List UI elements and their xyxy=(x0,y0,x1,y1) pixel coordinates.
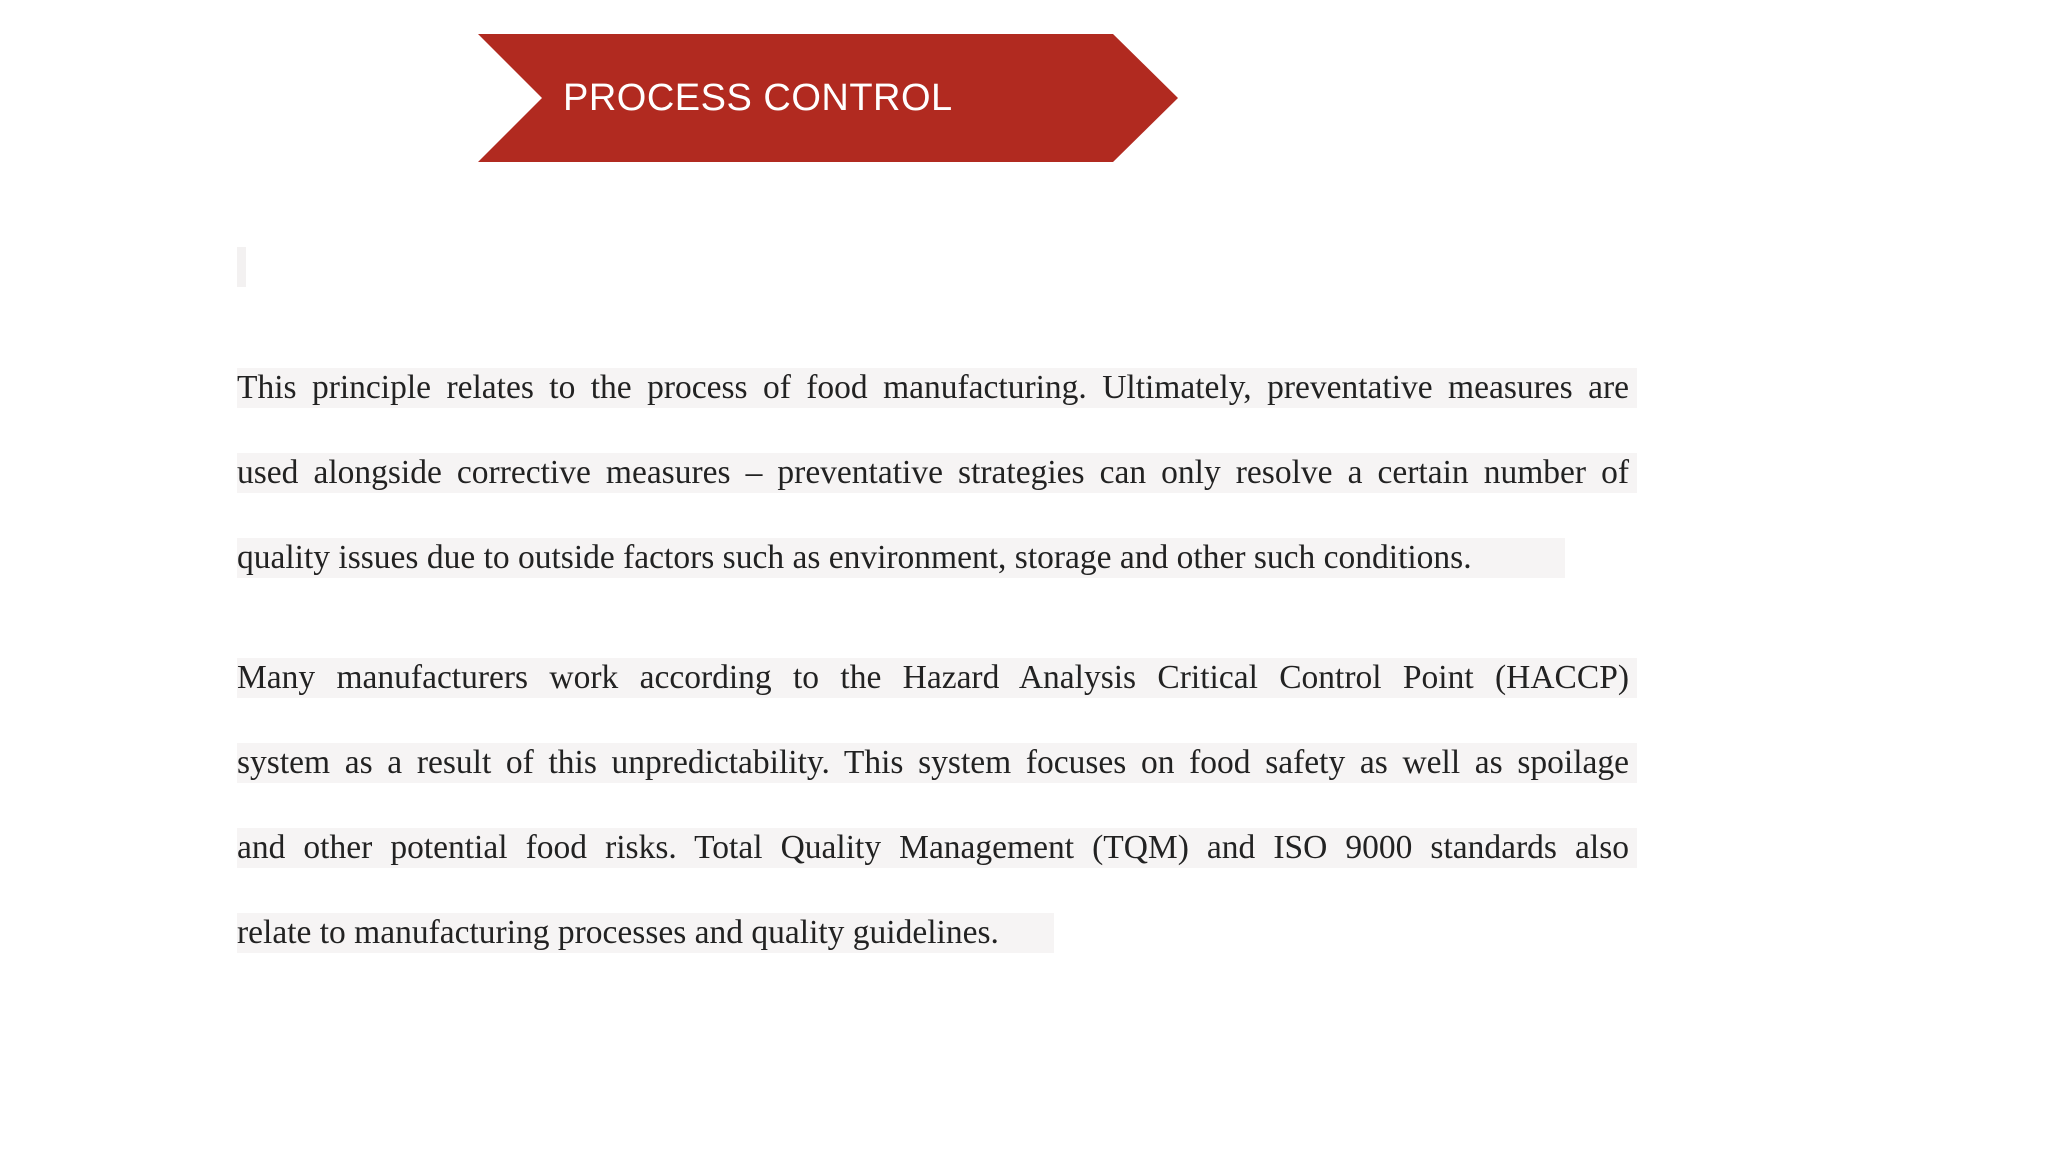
section-title: PROCESS CONTROL xyxy=(563,77,953,119)
empty-paragraph-marker xyxy=(237,247,246,287)
paragraph-line: Many manufacturers work according to the Hazard Analysis Critical Control Point (HACCP) xyxy=(237,658,1637,698)
paragraph-line: and other potential food risks. Total Quality Management (TQM) and ISO 9000 standards also xyxy=(237,828,1637,868)
paragraph-line: relate to manufacturing processes and quality guidelines. xyxy=(237,913,1054,953)
paragraph-1 xyxy=(237,368,1637,578)
paragraph-2 xyxy=(237,658,1637,953)
paragraph-line: used alongside corrective measures – preventative strategies can only resolve a certain number of xyxy=(237,453,1637,493)
paragraph-line: system as a result of this unpredictability. This system focuses on food safety as well as spoilage xyxy=(237,743,1637,783)
section-banner xyxy=(478,34,1178,162)
paragraph-line: This principle relates to the process of food manufacturing. Ultimately, preventative measures are xyxy=(237,368,1637,408)
paragraph-line: quality issues due to outside factors such as environment, storage and other such conditions. xyxy=(237,538,1565,578)
